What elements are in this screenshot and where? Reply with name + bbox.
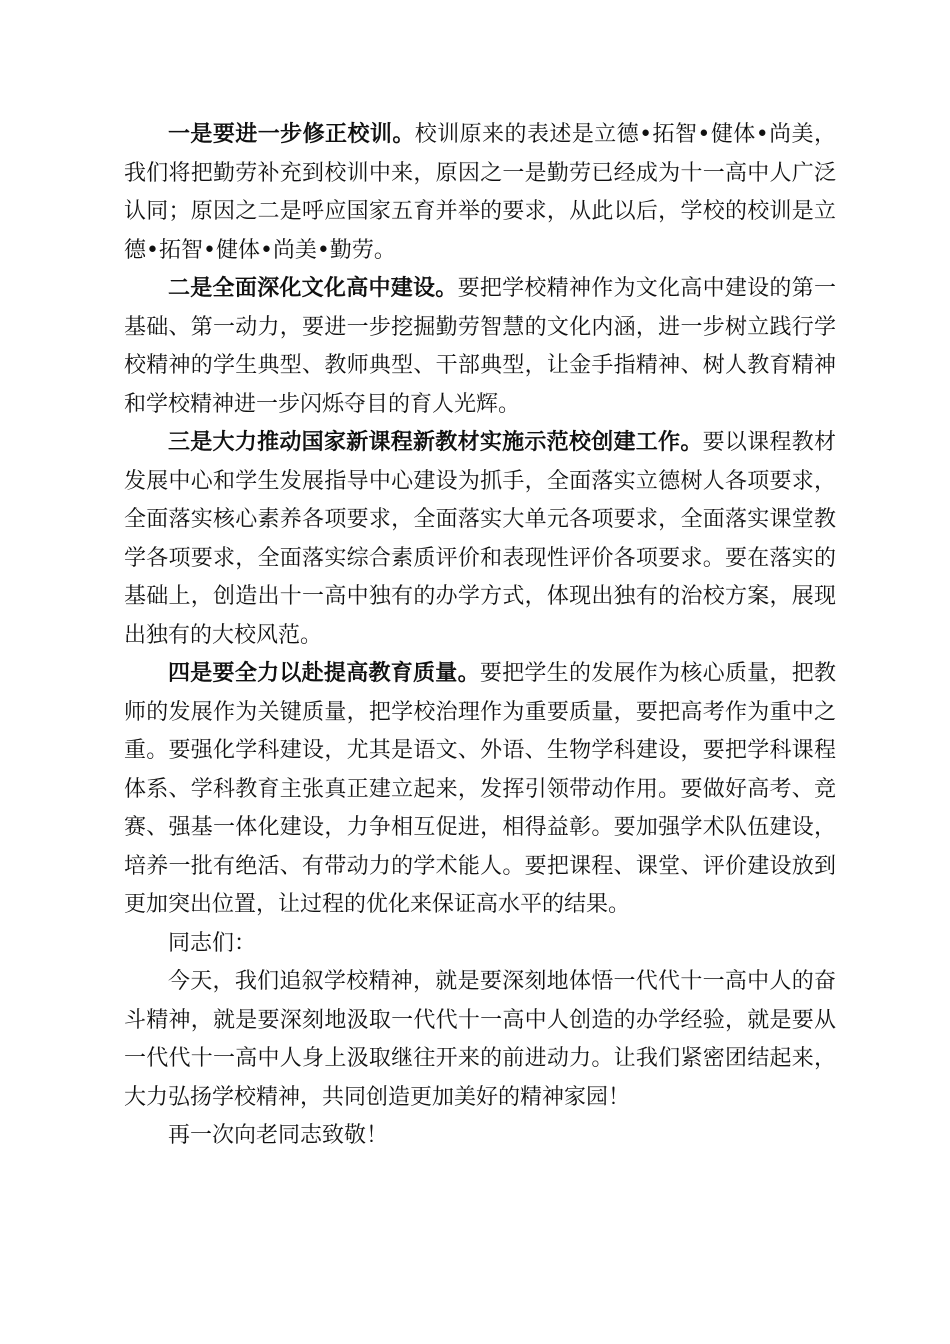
paragraph-curriculum xyxy=(124,424,836,655)
paragraph-text: 要以课程教材发展中心和学生发展指导中心建设为抓手，全面落实立德树人各项要求，全面落实核心素养各项要求，全面落实大单元各项要求，全面落实课堂教学各项要求，全面落实综合素质评价和表现性评价各项要求。要在落实的基础上，创造出十一高中独有的办学方式，体现出独有的治校方案，展现出独有的大校风范。 xyxy=(124,430,836,648)
paragraph-text: 再一次向老同志致敬！ xyxy=(168,1123,389,1148)
paragraph-text: 要把学校精神作为文化高中建设的第一基础、第一动力，要进一步挖掘勤劳智慧的文化内涵，进一步树立践行学校精神的学生典型、教师典型、干部典型，让金手指精神、树人教育精神和学校精神进一步闪烁夺目的育人光辉。 xyxy=(124,276,836,417)
paragraph-lead: 四是要全力以赴提高教育质量。 xyxy=(168,661,480,686)
paragraph-salutation xyxy=(124,925,836,964)
paragraph-lead: 二是全面深化文化高中建设。 xyxy=(168,276,458,301)
paragraph-culture xyxy=(124,270,836,424)
paragraph-closing xyxy=(124,963,836,1117)
paragraph-motto xyxy=(124,116,836,270)
paragraph-quality xyxy=(124,655,836,925)
paragraph-tribute xyxy=(124,1117,836,1156)
paragraph-lead: 三是大力推动国家新课程新教材实施示范校创建工作。 xyxy=(168,430,703,455)
document-body xyxy=(124,116,836,1156)
paragraph-text: 要把学生的发展作为核心质量，把教师的发展作为关键质量，把学校治理作为重要质量，要把高考作为重中之重。要强化学科建设，尤其是语文、外语、生物学科建设，要把学科课程体系、学科教育主张真正建立起来，发挥引领带动作用。要做好高考、竞赛、强基一体化建设，力争相互促进，相得益彰。要加强学术队伍建设，培养一批有绝活、有带动力的学术能人。要把课程、课堂、评价建设放到更加突出位置，让过程的优化来保证高水平的结果。 xyxy=(124,661,836,917)
paragraph-text: 今天，我们追叙学校精神，就是要深刻地体悟一代代十一高中人的奋斗精神，就是要深刻地汲取一代代十一高中人创造的办学经验，就是要从一代代十一高中人身上汲取继往开来的前进动力。让我们紧密团结起来，大力弘扬学校精神，共同创造更加美好的精神家园！ xyxy=(124,969,836,1110)
paragraph-text: 校训原来的表述是立德•拓智•健体•尚美，我们将把勤劳补充到校训中来，原因之一是勤劳已经成为十一高中人广泛认同；原因之二是呼应国家五育并举的要求，从此以后，学校的校训是立德•拓智•健体•尚美•勤劳。 xyxy=(124,122,836,263)
paragraph-text: 同志们： xyxy=(168,930,257,956)
paragraph-lead: 一是要进一步修正校训。 xyxy=(168,122,415,147)
